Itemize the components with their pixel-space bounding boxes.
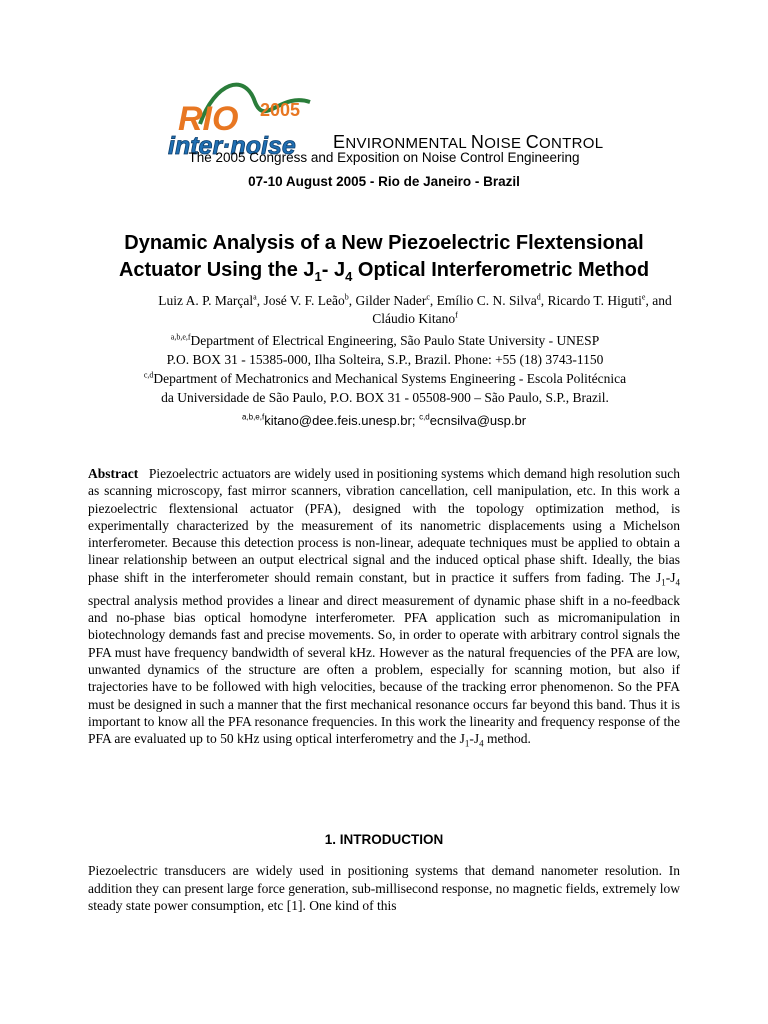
conference-date: 07-10 August 2005 - Rio de Janeiro - Brazil — [248, 174, 520, 189]
conference-logo — [160, 72, 330, 162]
conference-header — [0, 62, 768, 192]
affiliation-1: $^{a,b,e,f}$Department of Electrical Engineering, São Paulo State University - UNESP — [170, 332, 600, 348]
logo-brand-text: inter·noise — [168, 132, 296, 160]
section-heading-introduction: 1. INTRODUCTION — [324, 832, 444, 847]
conference-subtitle: The 2005 Congress and Exposition on Noise Control Engineering — [188, 150, 580, 165]
logo-year-text: 2005 — [260, 100, 301, 120]
abstract-label: Abstract — [88, 466, 139, 481]
email-link-1[interactable]: kitano@dee.feis.unesp.br — [264, 413, 412, 428]
email-link-2[interactable]: ecnsilva@usp.br — [429, 413, 527, 428]
affiliation-2: $^{c,d}$Department of Mechatronics and Mechanical Systems Engineering - Escola Politécnica — [143, 370, 627, 386]
introduction-paragraph: Piezoelectric transducers are widely used in positioning systems that demand nanometer resolution. In addition they can present large force generation, sub-millisecond response, no magnetic fields, extremely low steady state power consumption, etc [1]. One kind of this — [88, 863, 680, 913]
contact-emails: $^{a,b,e,f}$kitano@dee.feis.unesp.br; $^{c,d}$ecnsilva@usp.br — [241, 412, 527, 428]
author-list: Luiz A. P. Marçal$^a$, José V. F. Leão$^b$, Gilder Nader$^c$, Emílio C. N. Silva$^d$, Ricardo T. Higuti$^e$, and Cláudio Kitano$^f$ — [158, 292, 672, 326]
logo-rio-text: RIO — [178, 100, 239, 138]
conference-name: ENVIRONMENTAL NOISE CONTROL — [333, 132, 604, 152]
affiliations: $^{a,b,e,f}$Department of Electrical Engineering, São Paulo State University - UNESP P.O. BOX 31 - 15385-000, Ilha Solteira, S.P., Brazil. Phone: +55 (18) 3743-1150 $^{c,d}$Department of Mechatronics and Mechanical Systems Engineering - Escola Politécnica da Universidade de São Paulo, P.O. BOX 31 - 05508-900 – São Paulo, S.P., Brazil. — [90, 331, 680, 407]
abstract-paragraph: Abstract Piezoelectric actuators are widely used in positioning systems which demand high resolution such as scanning microscopy, fast mirror scanners, vibration cancellation, cell manipulation, etc. In this work a piezoelectric flextensional actuator (PFA), designed with the topology optimization method, is experimentally characterized by the measurement of its nanometric displacements using a Michelson interferometer. Because this detection process is non-linear, adequate techniques must be applied to obtain a linear relationship between an output electrical signal and the induced optical phase shift. Ideally, the bias phase shift in the interferometer should remain constant, but in practice it suffers from fading. The $J_1-J_4$ spectral analysis method provides a linear and direct measurement of dynamic phase shift in a no-feedback and no-phase bias optical homodyne interferometer. PFA application such as micromanipulation in biotechnology demands fast and precise movements. So, in order to operate with arbitrary control signals the PFA must have frequency bandwidth of several kHz. However as the natural frequencies of the PFA are low, unwanted dynamics of the structure are often a problem, especially for scanning motion, but also if trajectories have to be followed with high velocities, because of the tracking error phenomenon. So the PFA must be designed in such a manner that the first mechanical resonance occurs far beyond this band. Thus it is important to know all the PFA resonance frequencies. In this work the linearity and frequency response of the PFA are evaluated up to 50 kHz using optical interferometry and the $J_1-J_4$ method. — [88, 466, 680, 749]
paper-title: Dynamic Analysis of a New Piezoelectric Flextensional Actuator Using the $J_1-$ $J_4$ Optical Interferometric Method — [118, 232, 650, 284]
